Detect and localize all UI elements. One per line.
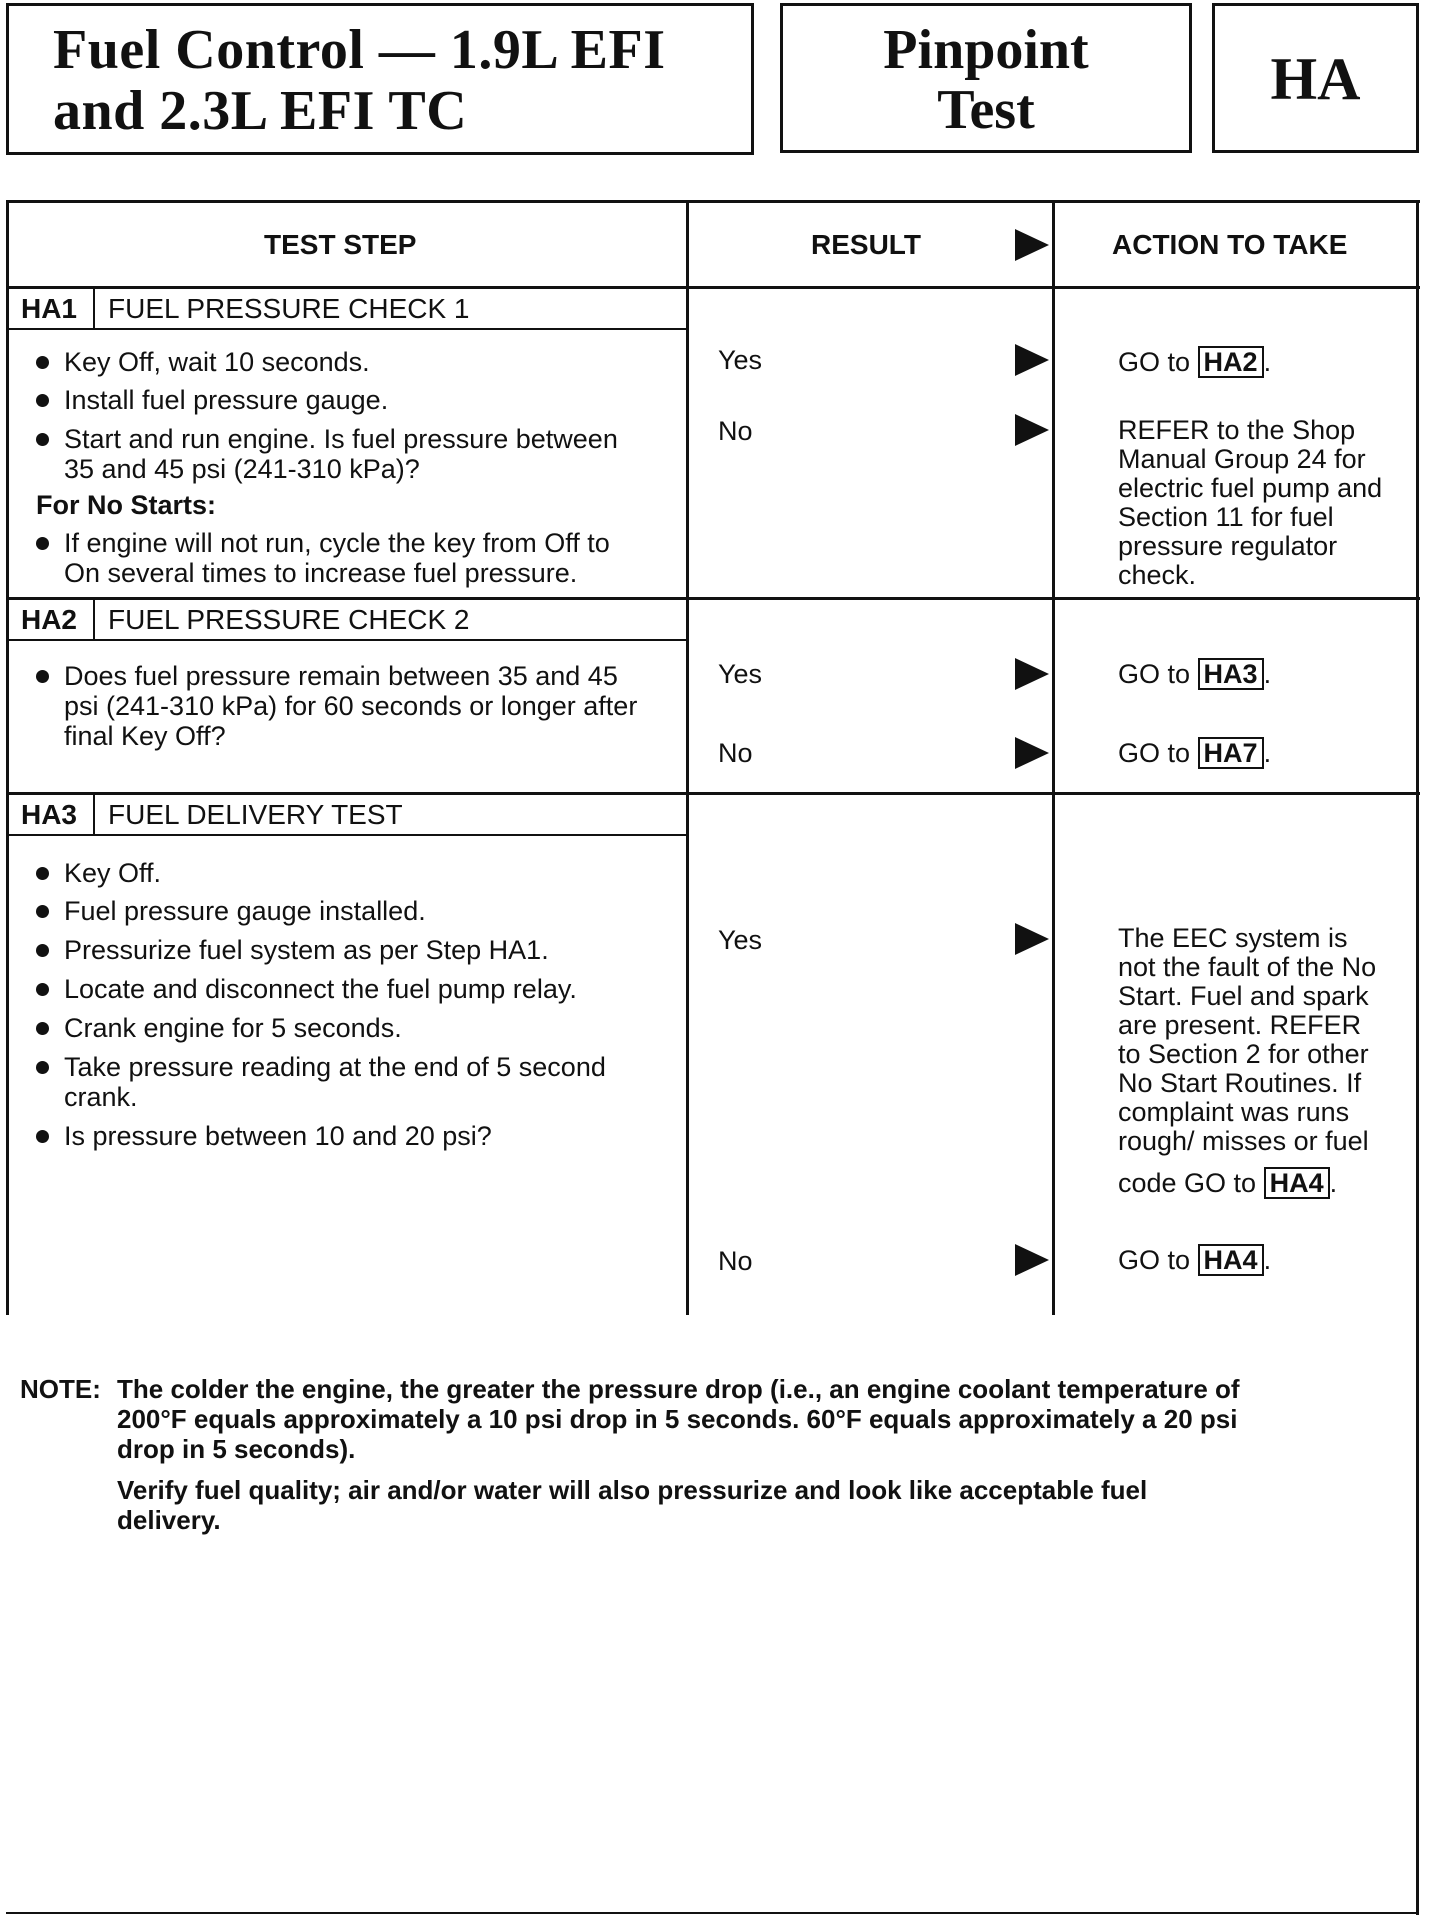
column-header-action: ACTION TO TAKE bbox=[1112, 229, 1348, 260]
action-goto: code GO to HA4 . bbox=[1118, 1168, 1338, 1198]
step-instruction: Crank engine for 5 seconds. bbox=[64, 1013, 402, 1043]
step-instruction: On several times to increase fuel pressure. bbox=[64, 558, 578, 588]
bullet-icon bbox=[36, 983, 49, 996]
page-title bbox=[53, 20, 666, 142]
arrow-right-icon bbox=[1015, 229, 1049, 261]
pinpoint-line-2: Test bbox=[937, 79, 1035, 141]
step-name: FUEL DELIVERY TEST bbox=[108, 799, 403, 830]
step-id: HA1 bbox=[20, 293, 77, 324]
step-instruction: Install fuel pressure gauge. bbox=[64, 385, 389, 415]
result-yes: Yes bbox=[718, 659, 763, 689]
step-instruction: Pressurize fuel system as per Step HA1. bbox=[64, 935, 549, 965]
step-id: HA3 bbox=[20, 799, 77, 830]
step-instruction: 35 and 45 psi (241-310 kPa)? bbox=[64, 454, 420, 484]
result-no: No bbox=[718, 416, 753, 446]
step-name: FUEL PRESSURE CHECK 2 bbox=[108, 604, 470, 635]
step-reference[interactable]: HA2 bbox=[1198, 346, 1264, 378]
note-text: The colder the engine, the greater the pressure drop (i.e., an engine coolant temperature of 200°F equals approximately a 10 psi drop in 5 seconds. 60°F equals approximately a 20 psi drop in 5 seconds). bbox=[117, 1374, 1240, 1464]
bullet-icon bbox=[36, 394, 49, 407]
bullet-icon bbox=[36, 670, 49, 683]
result-no: No bbox=[718, 738, 753, 768]
result-yes: Yes bbox=[718, 925, 763, 955]
pinpoint-test-box bbox=[780, 3, 1192, 153]
action-text: The EEC system is not the fault of the No Start. Fuel and spark are present. REFER to Section 2 for other No Start Routines. If complaint was runs rough/ misses or fuel bbox=[1118, 923, 1377, 1156]
action-goto: GO to HA2 . bbox=[1118, 347, 1272, 377]
step-instruction: Take pressure reading at the end of 5 second bbox=[64, 1052, 606, 1082]
arrow-right-icon bbox=[1015, 344, 1049, 376]
step-instruction: final Key Off? bbox=[64, 721, 226, 751]
pinpoint-line-1: Pinpoint bbox=[883, 19, 1089, 81]
test-code-box bbox=[1212, 3, 1419, 153]
column-header-test-step: TEST STEP bbox=[264, 229, 417, 260]
test-code: HA bbox=[1270, 46, 1361, 112]
action-goto: GO to HA7 . bbox=[1118, 738, 1272, 768]
bullet-icon bbox=[36, 867, 49, 880]
step-instruction: Start and run engine. Is fuel pressure between bbox=[64, 424, 618, 454]
title-line-2: and 2.3L EFI TC bbox=[53, 80, 468, 142]
result-no: No bbox=[718, 1246, 753, 1276]
bullet-icon bbox=[36, 1061, 49, 1074]
bullet-icon bbox=[36, 356, 49, 369]
subheading: For No Starts: bbox=[36, 490, 217, 520]
arrow-right-icon bbox=[1015, 658, 1049, 690]
step-instruction: crank. bbox=[64, 1082, 138, 1112]
note-text-2: Verify fuel quality; air and/or water will also pressurize and look like acceptable fuel delivery. bbox=[117, 1475, 1148, 1535]
step-reference[interactable]: HA7 bbox=[1198, 737, 1264, 769]
step-instruction: psi (241-310 kPa) for 60 seconds or longer after bbox=[64, 691, 638, 721]
step-reference[interactable]: HA3 bbox=[1198, 658, 1264, 690]
bullet-icon bbox=[36, 537, 49, 550]
step-instruction: Is pressure between 10 and 20 psi? bbox=[64, 1121, 492, 1151]
step-instruction: Does fuel pressure remain between 35 and 45 bbox=[64, 661, 618, 691]
step-instruction: Key Off. bbox=[64, 858, 162, 888]
bullet-icon bbox=[36, 905, 49, 918]
arrow-right-icon bbox=[1015, 414, 1049, 446]
action-goto: GO to HA3 . bbox=[1118, 659, 1272, 689]
note-label: NOTE: bbox=[20, 1374, 101, 1404]
action-text: REFER to the Shop Manual Group 24 for electric fuel pump and Section 11 for fuel pressure regulator check. bbox=[1118, 415, 1383, 590]
step-reference[interactable]: HA4 bbox=[1198, 1244, 1264, 1276]
bullet-icon bbox=[36, 944, 49, 957]
step-instruction: If engine will not run, cycle the key from Off to bbox=[64, 528, 610, 558]
bullet-icon bbox=[36, 1022, 49, 1035]
title-line-1: Fuel Control — 1.9L EFI bbox=[53, 19, 666, 81]
step-instruction: Locate and disconnect the fuel pump relay. bbox=[64, 974, 577, 1004]
step-instruction: Key Off, wait 10 seconds. bbox=[64, 347, 370, 377]
bullet-icon bbox=[36, 433, 49, 446]
step-instruction: Fuel pressure gauge installed. bbox=[64, 896, 426, 926]
action-goto: GO to HA4 . bbox=[1118, 1245, 1272, 1275]
step-name: FUEL PRESSURE CHECK 1 bbox=[108, 293, 470, 324]
step-id: HA2 bbox=[20, 604, 77, 635]
step-reference[interactable]: HA4 bbox=[1264, 1167, 1330, 1199]
arrow-right-icon bbox=[1015, 923, 1049, 955]
result-yes: Yes bbox=[718, 345, 763, 375]
bullet-icon bbox=[36, 1130, 49, 1143]
column-header-result: RESULT bbox=[811, 229, 921, 260]
arrow-right-icon bbox=[1015, 1244, 1049, 1276]
title-box bbox=[6, 3, 754, 155]
arrow-right-icon bbox=[1015, 737, 1049, 769]
